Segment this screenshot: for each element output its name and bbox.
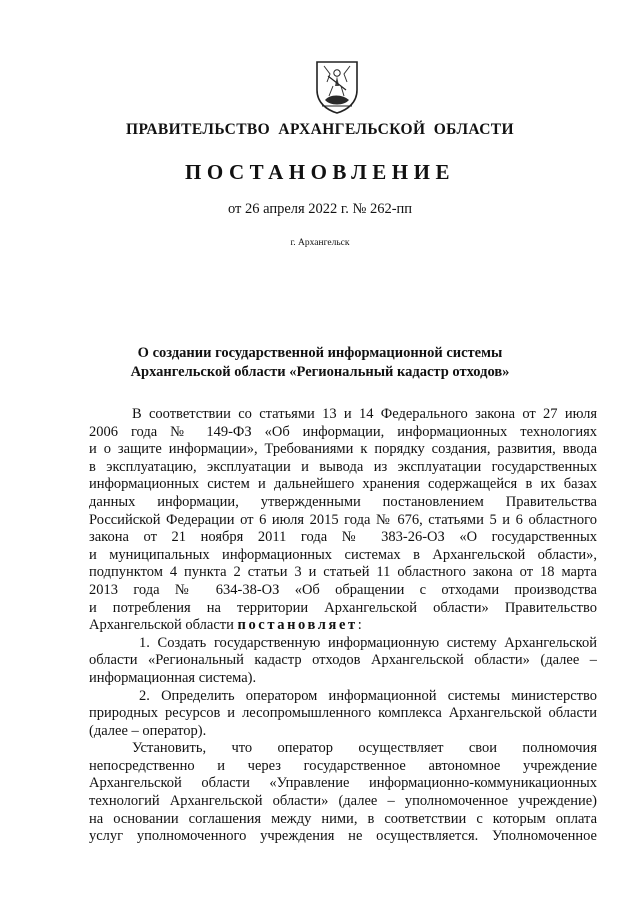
body-text: : <box>357 617 362 634</box>
paragraph-line: (далее – оператор). <box>89 722 207 739</box>
document-type: ПОСТАНОВЛЕНИЕ <box>185 160 455 184</box>
paragraph-line: непосредственно и через государственное автономное учреждение <box>89 757 597 774</box>
paragraph-line: технологий Архангельской области» (далее – уполномоченное учреждение) <box>89 793 597 810</box>
paragraph-line: информационная система). <box>89 669 257 686</box>
paragraph-line: Установить, что оператор осуществляет свои полномочия <box>132 740 597 757</box>
body-line: и о защите информации», Требованиями к порядку создания, развития, ввода <box>89 441 597 458</box>
paragraph-line: услуг уполномоченного учреждения не осуществляется. Уполномоченное <box>89 828 597 845</box>
body-line: и муниципальных информационных системах в Архангельской области», <box>89 546 597 563</box>
body-line: подпунктом 4 пункта 2 статьи 3 и статьей 11 областного закона от 18 марта <box>89 564 597 581</box>
document-body <box>89 406 597 846</box>
body-line: информационных систем и дальнейшего хранения содержащейся в их базах <box>89 476 597 493</box>
paragraph-line: Архангельской области «Управление информационно-коммуникационных <box>89 775 597 792</box>
body-line: в эксплуатацию, эксплуатации и вывода из эксплуатации государственных <box>89 458 597 475</box>
document-date-number: от 26 апреля 2022 г. № 262-пп <box>227 201 413 217</box>
organization-name: ПРАВИТЕЛЬСТВО АРХАНГЕЛЬСКОЙ ОБЛАСТИ <box>125 121 514 138</box>
body-line: 2006 года № 149-ФЗ «Об информации, информационных технологиях <box>89 423 597 440</box>
body-line: закона от 21 ноября 2011 года № 383-26-ОЗ «О государственных <box>89 529 597 546</box>
paragraph-line: области «Региональный кадастр отходов Архангельской области» (далее – <box>89 652 597 669</box>
document-title <box>80 344 560 381</box>
body-line <box>89 617 597 635</box>
paragraph-line: природных ресурсов и лесопромышленного комплекса Архангельской области <box>89 705 597 722</box>
body-line: данных информации, утвержденными постановлением Правительства <box>89 493 597 510</box>
body-line: Российской Федерации от 6 июля 2015 года № 676, статьями 5 и 6 областного <box>89 511 597 528</box>
body-line: и потребления на территории Архангельской области» Правительство <box>89 599 597 616</box>
paragraph-line: на основании соглашения между ними, в соответствии с которым оплата <box>89 810 597 827</box>
body-line: 2013 года № 634-38-ОЗ «Об обращении с отходами производства <box>89 581 597 598</box>
title-line: Архангельской области «Региональный кадастр отходов» <box>130 363 510 380</box>
paragraph-line: 1. Создать государственную информационную систему Архангельской <box>139 634 597 651</box>
title-line: О создании государственной информационной системы <box>137 345 503 361</box>
body-text: Архангельской области <box>89 617 238 634</box>
coat-of-arms-emblem <box>314 60 360 114</box>
document-city: г. Архангельск <box>290 238 350 248</box>
resolution-keyword: постановляет <box>237 617 358 634</box>
paragraph-line: 2. Определить оператором информационной системы министерство <box>139 687 597 704</box>
body-line: В соответствии со статьями 13 и 14 Федерального закона от 27 июля <box>132 406 597 422</box>
